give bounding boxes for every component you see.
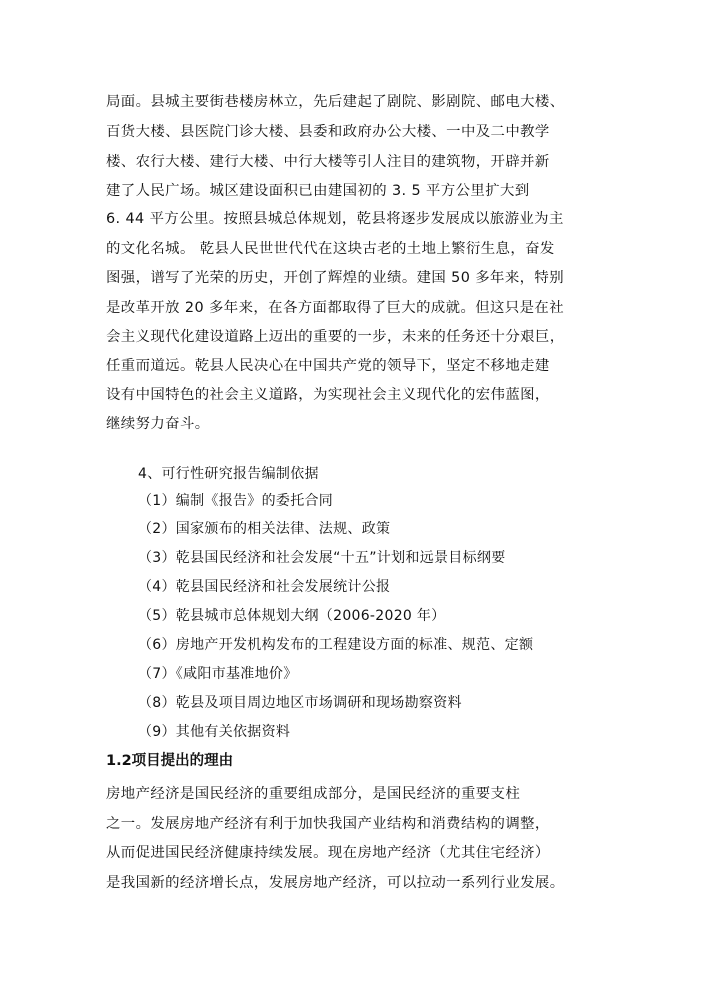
paragraph-line: 建了人民广场。城区建设面积已由建国初的 3. 5 平方公里扩大到 <box>106 183 530 199</box>
list-item: （5）乾县城市总体规划大纲（2006-2020 年） <box>138 608 446 624</box>
paragraph-line: 6. 44 平方公里。按照县城总体规划，乾县将逐步发展成以旅游业为主 <box>106 211 564 227</box>
list-item: （2）国家颁布的相关法律、法规、政策 <box>138 521 391 537</box>
paragraph-line: 楼、农行大楼、建行大楼、中行大楼等引人注目的建筑物，开辟并新 <box>106 154 550 170</box>
paragraph-line: 任重而道远。乾县人民决心在中国共产党的领导下，坚定不移地走建 <box>106 358 550 374</box>
paragraph-line: 是改革开放 20 多年来，在各方面都取得了巨大的成就。但这只是在社 <box>106 300 564 316</box>
paragraph-line: 房地产经济是国民经济的重要组成部分，是国民经济的重要支柱 <box>106 786 521 802</box>
list-item: （4）乾县国民经济和社会发展统计公报 <box>138 579 391 595</box>
list-item: （9）其他有关依据资料 <box>138 724 291 740</box>
list-item: （8）乾县及项目周边地区市场调研和现场勘察资料 <box>138 695 462 711</box>
section-title: 4、可行性研究报告编制依据 <box>138 466 319 482</box>
paragraph-line: 的文化名城。 乾县人民世世代代在这块古老的土地上繁衍生息，奋发 <box>106 241 555 257</box>
paragraph-line: 百货大楼、县医院门诊大楼、县委和政府办公大楼、一中及二中教学 <box>106 124 550 140</box>
paragraph-line: 图强，谱写了光荣的历史，开创了辉煌的业绩。建国 50 多年来，特别 <box>106 270 564 286</box>
list-item: （3）乾县国民经济和社会发展“十五”计划和远景目标纲要 <box>138 550 506 566</box>
paragraph-line: 继续努力奋斗。 <box>106 416 210 432</box>
paragraph-line: 会主义现代化建设道路上迈出的重要的一步，未来的任务还十分艰巨， <box>106 329 565 345</box>
paragraph-line: 从而促进国民经济健康持续发展。现在房地产经济（尤其住宅经济） <box>106 845 550 861</box>
section-heading: 1.2项目提出的理由 <box>106 753 234 769</box>
paragraph-line: 之一。发展房地产经济有利于加快我国产业结构和消费结构的调整， <box>106 816 550 832</box>
paragraph-line: 设有中国特色的社会主义道路，为实现社会主义现代化的宏伟蓝图， <box>106 387 550 403</box>
list-item: （7）《咸阳市基准地价》 <box>138 666 298 682</box>
list-item: （6）房地产开发机构发布的工程建设方面的标准、规范、定额 <box>138 637 534 653</box>
list-item: （1）编制《报告》的委托合同 <box>138 493 334 509</box>
paragraph-line: 局面。县城主要街巷楼房林立，先后建起了剧院、影剧院、邮电大楼、 <box>106 94 565 110</box>
paragraph-line: 是我国新的经济增长点，发展房地产经济，可以拉动一系列行业发展。 <box>106 875 565 891</box>
